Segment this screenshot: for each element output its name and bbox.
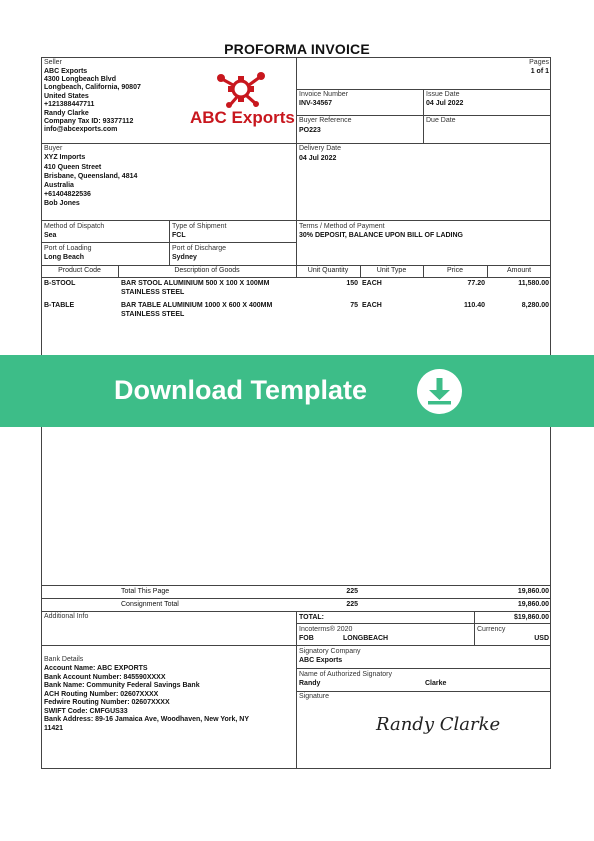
- grand-total-label: TOTAL:: [299, 614, 325, 621]
- pages-value: 1 of 1: [530, 68, 549, 75]
- item-description-2: STAINLESS STEEL: [121, 289, 185, 296]
- authorized-signatory-label: Name of Authorized Signatory: [299, 671, 392, 678]
- buyer-line: Brisbane, Queensland, 4814: [44, 173, 138, 180]
- incoterms-term: FOB: [299, 635, 314, 642]
- seller-line: Company Tax ID: 93377112: [44, 117, 134, 125]
- rule: [423, 89, 424, 143]
- additional-info-label: Additional Info: [44, 613, 89, 620]
- rule: [41, 277, 551, 278]
- rule: [41, 598, 551, 599]
- column-header-amount: Amount: [506, 267, 532, 274]
- seller-line: info@abcexports.com: [44, 126, 118, 134]
- authorized-signatory-last: Clarke: [425, 680, 447, 687]
- rule: [474, 611, 475, 645]
- currency-value: USD: [534, 635, 549, 642]
- item-code: B-TABLE: [44, 302, 75, 309]
- item-unit-type: EACH: [362, 280, 382, 287]
- invoice-number-value: INV-34567: [299, 100, 333, 107]
- payment-terms-label: Terms / Method of Payment: [299, 223, 385, 230]
- total-page-quantity: 225: [346, 588, 358, 595]
- issue-date-label: Issue Date: [426, 91, 460, 98]
- seller-line: 4300 Longbeach Blvd: [44, 75, 116, 83]
- bank-line: 11421: [44, 724, 64, 732]
- port-discharge-value: Sydney: [172, 254, 197, 261]
- consignment-total-quantity: 225: [346, 601, 358, 608]
- signatory-company-value: ABC Exports: [299, 657, 343, 664]
- column-header-price: Price: [447, 267, 463, 274]
- buyer-reference-label: Buyer Reference: [299, 117, 352, 124]
- authorized-signatory-first: Randy: [299, 680, 321, 687]
- rule: [296, 623, 551, 624]
- column-header-description: Description of Goods: [174, 267, 240, 274]
- column-header-unit-type: Unit Type: [376, 267, 407, 274]
- consignment-total-amount: 19,860.00: [517, 601, 549, 608]
- payment-terms-value: 30% DEPOSIT, BALANCE UPON BILL OF LADING: [299, 232, 463, 239]
- buyer-line: +61404822536: [44, 191, 91, 198]
- seller-line: Longbeach, California, 90807: [44, 84, 141, 92]
- download-icon[interactable]: [417, 369, 462, 414]
- seller-line: ABC Exports: [44, 67, 88, 75]
- invoice-number-label: Invoice Number: [299, 91, 349, 98]
- port-discharge-label: Port of Discharge: [172, 245, 227, 252]
- seller-line: Randy Clarke: [44, 109, 89, 117]
- item-amount: 8,280.00: [521, 302, 549, 309]
- bank-line: SWIFT Code: CMFGUS33: [44, 707, 128, 715]
- due-date-label: Due Date: [426, 117, 456, 124]
- download-template-label[interactable]: Download Template: [114, 375, 368, 405]
- item-code: B-STOOL: [44, 280, 76, 287]
- shipment-type-value: FCL: [172, 232, 186, 239]
- page-title: PROFORMA INVOICE: [224, 41, 370, 57]
- signature-label: Signature: [299, 693, 329, 700]
- column-header-product-code: Product Code: [58, 267, 101, 274]
- rule: [41, 585, 551, 586]
- rule: [296, 691, 551, 692]
- item-description-2: STAINLESS STEEL: [121, 311, 185, 318]
- item-amount: 11,580.00: [518, 280, 549, 287]
- rule: [169, 220, 170, 265]
- rule: [296, 668, 551, 669]
- item-quantity: 150: [346, 280, 358, 287]
- total-page-amount: 19,860.00: [517, 588, 549, 595]
- company-logo-text: ABC Exports: [190, 108, 295, 127]
- grand-total-value: $19,860.00: [513, 614, 549, 621]
- item-quantity: 75: [350, 302, 358, 309]
- buyer-line: Australia: [44, 182, 74, 189]
- port-loading-value: Long Beach: [44, 254, 85, 261]
- buyer-line: Bob Jones: [44, 200, 80, 207]
- bank-line: Bank Account Number: 845590XXXX: [44, 673, 166, 681]
- delivery-date-label: Delivery Date: [299, 145, 342, 152]
- delivery-date-value: 04 Jul 2022: [299, 155, 337, 162]
- signatory-company-label: Signatory Company: [299, 648, 361, 655]
- column-header-quantity: Unit Quantity: [307, 267, 349, 274]
- consignment-total-label: Consignment Total: [121, 601, 179, 608]
- item-price: 110.40: [463, 302, 485, 309]
- bank-line: ACH Routing Number: 02607XXXX: [44, 690, 159, 698]
- rule: [296, 57, 297, 265]
- seller-line: United States: [44, 92, 89, 100]
- item-unit-type: EACH: [362, 302, 382, 309]
- bank-details-label: Bank Details: [44, 656, 84, 663]
- gear-molecule-icon: [214, 67, 270, 109]
- pages-label: Pages: [529, 59, 549, 66]
- rule: [296, 611, 297, 769]
- total-page-label: Total This Page: [121, 588, 170, 595]
- bank-line: Bank Address: 89-16 Jamaica Ave, Woodhaven, New York, NY: [44, 716, 250, 723]
- buyer-line: XYZ Imports: [44, 154, 86, 161]
- item-description: BAR TABLE ALUMINIUM 1000 X 600 X 400MM: [121, 302, 273, 309]
- currency-label: Currency: [477, 626, 506, 633]
- bank-line: Account Name: ABC EXPORTS: [44, 665, 148, 672]
- buyer-label: Buyer: [44, 145, 63, 152]
- dispatch-method-value: Sea: [44, 232, 57, 239]
- port-loading-label: Port of Loading: [44, 245, 92, 252]
- incoterms-place: LONGBEACH: [343, 635, 389, 642]
- seller-label: Seller: [44, 59, 62, 66]
- buyer-line: 410 Queen Street: [44, 164, 102, 171]
- item-description: BAR STOOL ALUMINIUM 500 X 100 X 100MM: [121, 280, 270, 287]
- handwritten-signature: Randy Clarke: [376, 714, 501, 735]
- issue-date-value: 04 Jul 2022: [426, 100, 464, 107]
- bank-line: Bank Name: Community Federal Savings Bank: [44, 682, 200, 689]
- bank-line: Fedwire Routing Number: 02607XXXX: [44, 699, 170, 706]
- item-price: 77.20: [467, 280, 485, 287]
- seller-line: +121388447711: [44, 101, 95, 109]
- buyer-reference-value: PO223: [299, 127, 321, 134]
- dispatch-method-label: Method of Dispatch: [44, 223, 105, 230]
- incoterms-label: Incoterms® 2020: [299, 626, 353, 633]
- shipment-type-label: Type of Shipment: [172, 223, 227, 230]
